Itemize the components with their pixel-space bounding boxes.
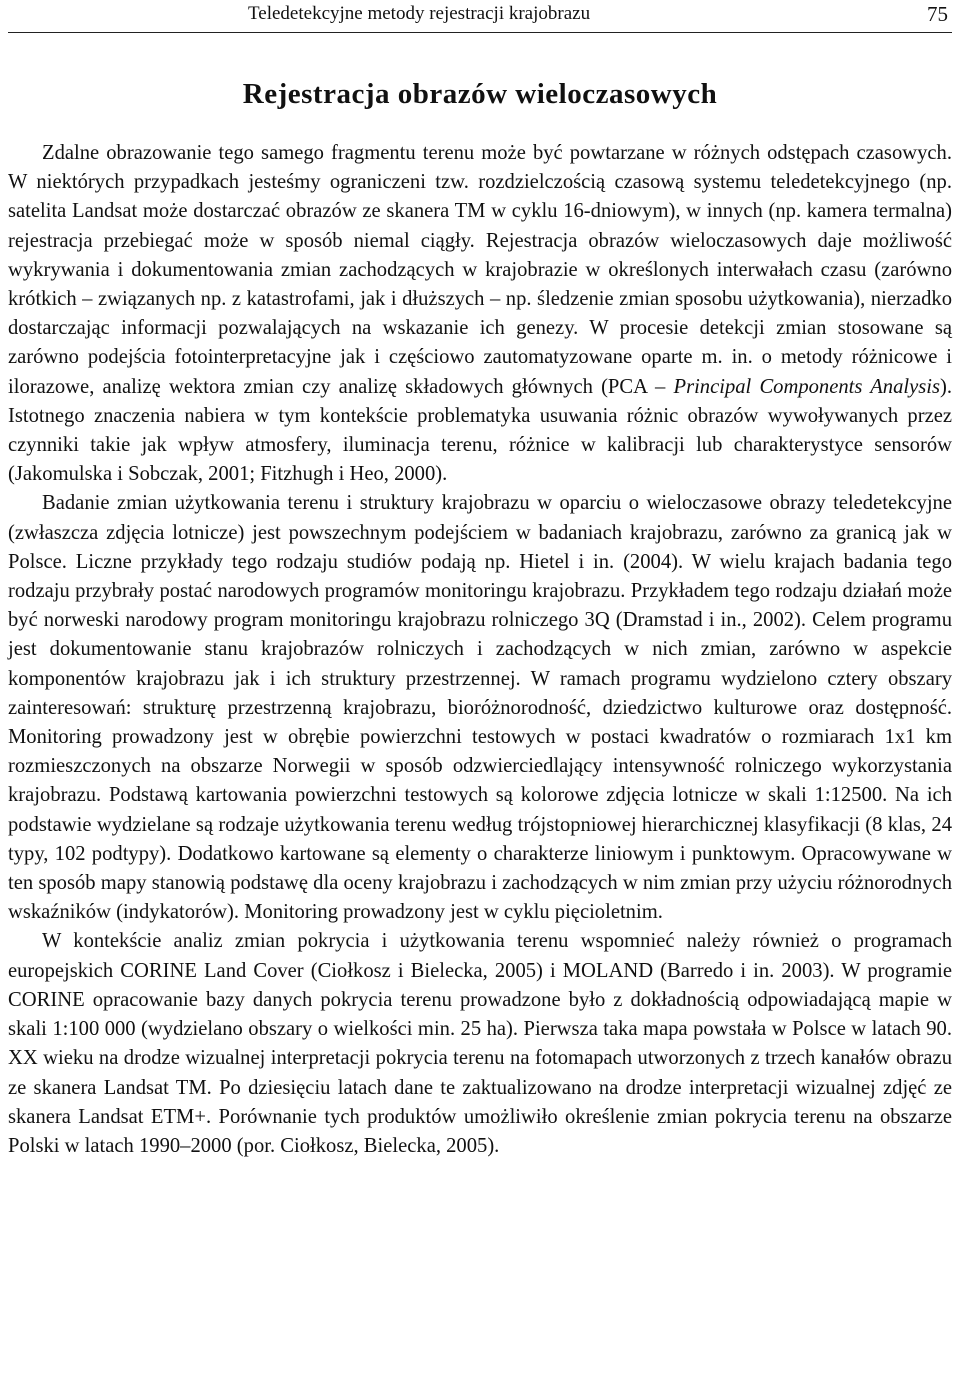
running-header xyxy=(8,0,952,33)
document-page xyxy=(8,0,952,1384)
body-text xyxy=(8,139,952,1161)
paragraph-1-text-a: Zdalne obrazowanie tego samego fragmentu terenu może być powtarzane w różnych odstępach czasowych. W niektórych przypadkach jesteśmy ograniczeni tzw. rozdzielczością czasową systemu teledetekcyjnego (np. satelita Landsat może dostarczać obrazów ze skanera TM w cyklu 16-dniowym), w innych (np. kamera termalna) rejestracja przebiegać może w sposób niemal ciągły. Rejestracja obrazów wieloczasowych daje możliwość wykrywania i dokumentowania zmian zachodzących w krajobrazie w określonych interwałach czasu (zarówno krótkich – związanych np. z katastrofami, jak i dłuższych – np. śledzenie zmian sposobu użytkowania), nierzadko dostarczając informacji pozwalających na wskazanie ich genezy. W procesie detekcji zmian stosowane są zarówno podejścia fotointerpretacyjne jak i częściowo zautomatyzowane oparte m. in. o metody różnicowe i ilorazowe, analizę wektora zmian czy analizę składowych głównych (PCA – xyxy=(8,142,952,398)
paragraph-3: W kontekście analiz zmian pokrycia i użytkowania terenu wspomnieć należy również o programach europejskich CORINE Land Cover (Ciołkosz i Bielecka, 2005) i MOLAND (Barredo i in. 2003). W programie CORINE opracowanie bazy danych pokrycia terenu prowadzone było z dokładnością odpowiadającą mapie w skali 1:100 000 (wydzielano obszary o wielkości min. 25 ha). Pierwsza taka mapa powstała w Polsce w latach 90. XX wieku na drodze wizualnej interpretacji pokrycia terenu na fotomapach utworzonych z trzech kanałów obrazu ze skanera Landsat TM. Po dziesięciu latach dane te zaktualizowano na drodze interpretacji wizualnej zdjęć ze skanera Landsat ETM+. Porównanie tych produktów umożliwiło określenie zmian pokrycia terenu na obszarze Polski w latach 1990–2000 (por. Ciołkosz, Bielecka, 2005). xyxy=(8,930,952,1157)
paragraph-1-text-b: ). Istotnego znaczenia nabiera w tym kontekście problematyka usuwania różnic obrazów wywoływanych przez czynniki takie jak wpływ atmosfery, iluminacja terenu, różnice w kalibracji lub charakterystyce sensorów (Jakomulska i Sobczak, 2001; Fitzhugh i Heo, 2000). xyxy=(8,375,952,486)
running-title: Teledetekcyjne metody rejestracji krajobrazu xyxy=(248,3,591,24)
section-title: Rejestracja obrazów wieloczasowych xyxy=(242,78,718,110)
paragraph-1 xyxy=(8,139,952,489)
paragraph-1-italic-term: Principal Components Analysis xyxy=(673,375,940,398)
paragraph-2: Badanie zmian użytkowania terenu i struktury krajobrazu w oparciu o wieloczasowe obrazy teledetekcyjne (zwłaszcza zdjęcia lotnicze) jest powszechnym podejściem w badaniach krajobrazu, zarówno za granicą jak w Polsce. Liczne przykłady tego rodzaju studiów podają np. Hietel i in. (2004). W wielu krajach badania tego rodzaju przybrały postać narodowych programów monitoringu krajobrazu. Przykładem tego rodzaju działań może być norweski narodowy program monitoringu krajobrazu rolniczego 3Q (Dramstad i in., 2002). Celem programu jest dokumentowanie stanu krajobrazów rolniczych i zachodzących w nich zmian, zarówno w aspekcie komponentów krajobrazu jak i ich struktury przestrzennej. W ramach programu wydzielono cztery obszary zainteresowań: strukturę przestrzenną krajobrazu, bioróżnorodność, dziedzictwo kulturowe oraz dostępność. Monitoring prowadzony jest w obrębie powierzchni testowych w postaci kwadratów o rozmiarach 1x1 km rozmieszczonych na obszarze Norwegii w sposób odzwierciedlający intensywność rolniczego wykorzystania krajobrazu. Podstawą kartowania powierzchni testowych są kolorowe zdjęcia lotnicze w skali 1:12500. Na ich podstawie wydzielane są rodzaje użytkowania terenu według trójstopniowej hierarchicznej klasyfikacji (8 klas, 24 typy, 102 podtypy). Dodatkowo kartowane są elementy o charakterze liniowym i punktowym. Opracowywane w ten sposób mapy stanowią podstawę dla oceny krajobrazu i zachodzących w nim zmian przy użyciu różnorodnych wskaźników (indykatorów). Monitoring prowadzony jest w cyklu pięcioletnim. xyxy=(8,492,952,924)
page-number: 75 xyxy=(927,2,948,26)
